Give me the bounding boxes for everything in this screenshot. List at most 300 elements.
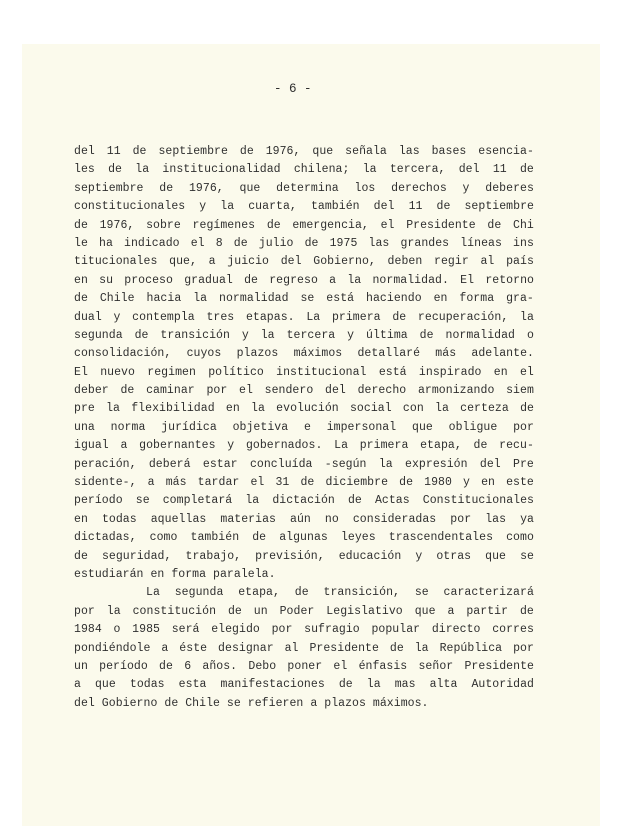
text-word: adelante.	[471, 347, 534, 361]
text-word: de	[392, 310, 407, 324]
text-word: la	[106, 604, 121, 618]
text-word: será	[171, 623, 200, 637]
text-word: también	[310, 200, 360, 214]
text-line	[74, 529, 534, 547]
text-line	[74, 492, 534, 510]
text-word: de	[74, 292, 88, 306]
text-word: se	[135, 494, 150, 508]
text-word: que,	[169, 255, 197, 269]
text-word: que	[412, 420, 433, 434]
text-line	[74, 309, 534, 327]
text-word: de	[239, 145, 254, 158]
text-word: la	[347, 273, 362, 287]
text-word: país	[506, 255, 534, 269]
text-word: la	[220, 200, 235, 214]
text-word: Chile	[99, 292, 135, 306]
text-word: etapa,	[238, 586, 280, 600]
text-word: determina	[276, 181, 339, 195]
text-word: dual	[74, 310, 102, 324]
text-word: del	[458, 163, 480, 177]
text-word: la	[106, 402, 120, 416]
text-word: indicado	[124, 236, 180, 250]
text-word: 1980	[424, 476, 452, 490]
text-line	[74, 621, 534, 639]
text-line	[74, 400, 534, 418]
text-word: Presidente	[464, 659, 534, 673]
text-word: expresión	[405, 457, 468, 471]
text-word: de	[473, 439, 488, 453]
text-word: de	[487, 218, 502, 232]
text-word: la	[260, 328, 275, 342]
text-line	[74, 640, 534, 658]
text-line	[74, 676, 534, 694]
text-word: recu-	[499, 439, 534, 453]
text-word: la	[245, 494, 260, 508]
text-word: regímenes	[192, 218, 256, 232]
text-word: cuyos	[186, 347, 222, 361]
text-word: de	[300, 476, 315, 490]
text-word: leyes	[340, 531, 376, 545]
text-word: derechos	[391, 181, 447, 195]
text-word: educación	[338, 549, 402, 563]
text-word: al	[284, 641, 299, 655]
text-word: peración,	[74, 457, 137, 471]
text-line	[74, 548, 534, 566]
text-word: un	[74, 659, 88, 673]
text-word: una	[74, 420, 95, 434]
text-word: norma	[110, 420, 146, 434]
text-word: gobernantes	[139, 439, 216, 453]
text-word: normalidad	[219, 292, 289, 306]
text-word: esencia-	[478, 145, 534, 158]
text-word: La	[146, 586, 160, 600]
text-word: materias	[220, 512, 276, 526]
text-line	[74, 419, 534, 437]
text-word: le	[74, 236, 88, 250]
text-word: la	[362, 163, 377, 177]
text-word: Legislativo	[326, 604, 403, 618]
text-word: sendero	[264, 384, 314, 398]
text-word: de	[399, 476, 414, 490]
text-line	[74, 382, 534, 400]
text-word: de	[338, 678, 353, 692]
text-word: Presidente	[309, 641, 379, 655]
text-line	[74, 474, 534, 492]
text-word: flexibilidad	[131, 402, 215, 416]
text-word: partir	[466, 604, 509, 618]
text-word: gobernados.	[245, 439, 323, 453]
text-word: etapa,	[420, 439, 462, 453]
text-word: normalidad	[445, 328, 516, 342]
text-word: 6	[184, 659, 192, 673]
text-word: en	[493, 365, 508, 379]
text-word: otras	[436, 549, 472, 563]
body-text	[74, 143, 534, 713]
text-word: de	[227, 604, 242, 618]
text-word: pre	[74, 402, 95, 416]
text-line	[74, 658, 534, 676]
text-word: a	[161, 641, 169, 655]
text-word: Gobierno,	[313, 255, 376, 269]
text-word: mas	[394, 678, 416, 692]
text-word: de	[519, 163, 534, 177]
text-word: detallaré	[357, 347, 421, 361]
text-word: de	[134, 328, 149, 342]
text-word: a	[329, 273, 337, 287]
text-word: proceso	[124, 273, 173, 287]
text-word: que	[94, 678, 116, 692]
text-word: y	[113, 310, 121, 324]
text-word: septiembre	[74, 181, 144, 195]
text-word: tardar	[197, 476, 240, 490]
text-word: septiembre	[158, 145, 228, 158]
text-word: años.	[202, 659, 238, 673]
text-word: en	[74, 273, 88, 287]
text-word: del	[325, 384, 346, 398]
text-word: La	[334, 439, 349, 453]
text-word: por	[74, 604, 95, 618]
text-word: titucionales	[74, 255, 158, 269]
text-word: las	[368, 236, 390, 250]
text-word: impersonal	[326, 420, 397, 434]
text-word: derecho	[357, 384, 407, 398]
text-word: jurídica	[161, 420, 217, 434]
text-word: la	[435, 402, 449, 416]
text-line	[74, 584, 534, 602]
text-word: su	[99, 273, 114, 287]
text-line	[74, 198, 534, 216]
text-word: constitución	[132, 604, 217, 618]
text-word: de	[74, 218, 88, 232]
text-word: cuarta,	[248, 200, 297, 214]
text-word: pondiéndole	[74, 641, 151, 655]
text-word: por	[513, 641, 534, 655]
text-word: completará	[162, 494, 233, 508]
text-word: en	[433, 292, 448, 306]
text-word: Chi	[513, 218, 534, 232]
text-word: institucionalidad	[162, 163, 281, 177]
text-word: que	[485, 549, 507, 563]
text-word: República	[439, 641, 503, 655]
text-word: de	[108, 163, 123, 177]
text-word: manifestaciones	[220, 678, 325, 692]
text-word: inspirado	[418, 365, 482, 379]
text-line	[74, 364, 534, 382]
text-word: armonizando	[417, 384, 495, 398]
text-word: tres	[206, 310, 235, 324]
text-word: y	[415, 549, 423, 563]
text-word: 1976,	[265, 145, 301, 158]
text-word: más	[165, 476, 187, 490]
text-word: plazos	[236, 347, 279, 361]
text-line	[74, 511, 534, 529]
text-word: el	[190, 236, 205, 250]
text-word: por	[271, 623, 293, 637]
text-word: poner	[287, 659, 323, 673]
text-word: todas	[129, 678, 165, 692]
text-word: de	[120, 384, 135, 398]
text-word: en	[225, 402, 240, 416]
text-word: a	[74, 678, 81, 692]
text-word: trascendentales	[388, 531, 494, 545]
text-word: señala	[345, 145, 387, 158]
text-word: Autoridad	[471, 678, 534, 692]
text-word: político	[208, 365, 264, 379]
text-word: por	[206, 384, 228, 398]
text-word: de	[520, 402, 534, 416]
text-word: de	[266, 218, 281, 232]
text-word: hacia	[146, 292, 182, 306]
text-word: por	[450, 512, 472, 526]
text-word: que	[239, 181, 261, 195]
text-word: 1976,	[188, 181, 224, 195]
text-line	[74, 253, 534, 271]
text-word: Presidente	[406, 218, 476, 232]
text-word: la	[378, 457, 393, 471]
text-word: chilena;	[293, 163, 350, 177]
text-word: líneas	[460, 236, 502, 250]
text-word: de	[304, 236, 319, 250]
text-word: regir	[434, 255, 469, 269]
text-line	[74, 235, 534, 253]
text-word: un	[253, 604, 268, 618]
text-word: e	[303, 420, 311, 434]
text-word: etapas.	[245, 310, 295, 324]
text-word: certeza	[460, 402, 509, 416]
text-word: ya	[520, 512, 534, 526]
text-word: sidente-,	[74, 476, 137, 490]
text-word: no	[324, 512, 339, 526]
text-word: previsión,	[255, 549, 325, 563]
text-word: período	[99, 659, 148, 673]
text-word: el	[333, 659, 348, 673]
text-word: de	[389, 641, 404, 655]
text-word: en	[481, 476, 495, 490]
text-word: elegido	[211, 623, 260, 637]
text-word: deberes	[485, 181, 534, 195]
text-word: primera	[331, 310, 381, 324]
text-word: también	[190, 531, 240, 545]
text-word: de	[74, 549, 88, 563]
text-word: la	[135, 163, 150, 177]
text-word: nuevo	[100, 365, 135, 379]
text-word: las	[398, 145, 420, 158]
text-word: estar	[202, 457, 238, 471]
text-word: de	[347, 494, 362, 508]
text-word: El	[74, 365, 88, 379]
text-word: deberá	[148, 457, 191, 471]
text-line	[74, 603, 534, 621]
text-line	[74, 566, 534, 584]
text-word: la	[251, 402, 265, 416]
text-word: recuperación,	[417, 310, 509, 324]
text-word: sufragio	[304, 623, 360, 637]
text-word: regreso	[269, 273, 318, 287]
text-word: popular	[371, 623, 421, 637]
text-word: gradual	[184, 273, 233, 287]
text-word: a	[447, 604, 455, 618]
text-word: de	[159, 181, 174, 195]
text-line	[74, 161, 534, 179]
text-word: obligue	[448, 420, 498, 434]
text-word: el	[380, 218, 395, 232]
text-word: segunda	[174, 586, 224, 600]
text-word: las	[485, 512, 507, 526]
text-word: de	[252, 531, 267, 545]
text-word: se	[520, 549, 534, 563]
text-word: del Gobierno de Chile se refieren a plazos máximos.	[74, 696, 429, 710]
text-word: la	[366, 678, 381, 692]
text-line	[74, 437, 534, 455]
text-line	[74, 345, 534, 363]
text-line	[74, 290, 534, 308]
text-word: gra-	[506, 292, 534, 306]
text-word: aquellas	[150, 512, 207, 526]
text-word: directo	[431, 623, 481, 637]
text-word: concluída	[249, 457, 313, 471]
text-word: juicio	[227, 255, 270, 269]
text-word: ha	[99, 236, 113, 250]
text-line	[74, 143, 534, 161]
text-word: les	[74, 163, 95, 177]
text-word: más	[435, 347, 457, 361]
text-word: septiembre	[464, 200, 534, 214]
text-word: social	[349, 402, 392, 416]
text-word: y	[227, 439, 235, 453]
text-word: del	[280, 255, 302, 269]
text-word: alta	[429, 678, 458, 692]
text-word: el	[239, 384, 253, 398]
text-word: caminar	[146, 384, 195, 398]
text-line	[74, 180, 534, 198]
text-word: de	[294, 586, 309, 600]
text-word: Poder	[279, 604, 315, 618]
text-word: haciendo	[366, 292, 422, 306]
text-word: de	[244, 273, 258, 287]
text-word: como	[506, 531, 534, 545]
text-word: El	[460, 273, 475, 287]
text-word: Pre	[513, 457, 534, 471]
text-word: a	[147, 476, 155, 490]
text-word: o	[113, 623, 121, 637]
text-word: 11	[408, 200, 423, 214]
text-word: y	[199, 200, 207, 214]
text-line	[74, 695, 534, 713]
text-word: 1975	[329, 236, 358, 250]
text-word: señor	[418, 659, 454, 673]
text-word: normalidad.	[372, 273, 449, 287]
text-word: período	[74, 494, 123, 508]
text-word: y	[241, 328, 249, 342]
text-word: siem	[506, 384, 534, 398]
text-word: forma	[459, 292, 495, 306]
text-word: o	[526, 328, 534, 342]
text-word: 8	[215, 236, 223, 250]
text-word: de	[519, 604, 534, 618]
text-word: máximos	[293, 347, 343, 361]
text-word: La	[306, 310, 321, 324]
text-word: Debo	[248, 659, 277, 673]
text-word: el	[250, 476, 265, 490]
text-word: de	[233, 236, 248, 250]
text-word: y	[347, 328, 355, 342]
text-word: se	[300, 292, 315, 306]
text-word: énfasis	[358, 659, 408, 673]
text-word: dictadas,	[74, 531, 137, 545]
text-word: 1985	[132, 623, 160, 637]
text-word: este	[506, 476, 534, 490]
text-word: primera	[359, 439, 409, 453]
text-word: consideradas	[352, 512, 437, 526]
text-word: por	[513, 420, 534, 434]
text-word: 11	[106, 145, 121, 158]
text-word: Actas	[374, 494, 410, 508]
text-word: retorno	[485, 273, 534, 287]
text-word: 11	[492, 163, 507, 177]
text-word: de	[132, 145, 147, 158]
text-word: está	[378, 365, 407, 379]
text-word: 1976,	[99, 218, 135, 232]
text-word: regimen	[147, 365, 196, 379]
text-line	[74, 327, 534, 345]
text-word: contempla	[132, 310, 195, 324]
text-word: corres	[492, 623, 534, 637]
text-line	[74, 456, 534, 474]
text-word: emergencia,	[292, 218, 369, 232]
text-word: objetiva	[232, 420, 289, 434]
text-word: designar	[218, 641, 274, 655]
page-number: - 6 -	[274, 82, 312, 96]
text-word: transición	[160, 328, 230, 342]
text-word: la	[193, 292, 208, 306]
text-word: que	[414, 604, 436, 618]
text-word: deben	[387, 255, 423, 269]
text-word: todas	[101, 512, 137, 526]
text-word: y	[463, 476, 470, 490]
text-word: grandes	[400, 236, 450, 250]
text-word: bases	[431, 145, 467, 158]
text-word: Constitucionales	[422, 494, 534, 508]
text-word: a	[120, 439, 128, 453]
text-word: estudiarán en forma paralela.	[74, 567, 276, 581]
text-word: 1984	[74, 623, 102, 637]
text-word: última	[366, 328, 408, 342]
text-word: de	[419, 328, 434, 342]
text-word: del	[479, 457, 501, 471]
text-word: tercera,	[389, 163, 446, 177]
text-word: con	[402, 402, 424, 416]
text-word: dictación	[272, 494, 335, 508]
text-word: como	[149, 531, 178, 545]
text-word: constitucionales	[74, 200, 186, 214]
text-word: algunas	[279, 531, 328, 545]
text-word: del	[373, 200, 395, 214]
text-word: caracterizará	[443, 586, 534, 600]
text-word: se	[414, 586, 429, 600]
text-word: al	[480, 255, 495, 269]
text-word: 31	[275, 476, 290, 490]
text-word: aún	[290, 512, 311, 526]
text-word: segunda	[74, 328, 123, 342]
text-word: deber	[74, 384, 109, 398]
text-word: la	[520, 310, 534, 324]
text-word: éste	[179, 641, 208, 655]
text-word: trabajo,	[185, 549, 242, 563]
text-line	[74, 272, 534, 290]
text-word: los	[354, 181, 376, 195]
text-word: igual	[74, 439, 109, 453]
text-word: en	[74, 512, 88, 526]
